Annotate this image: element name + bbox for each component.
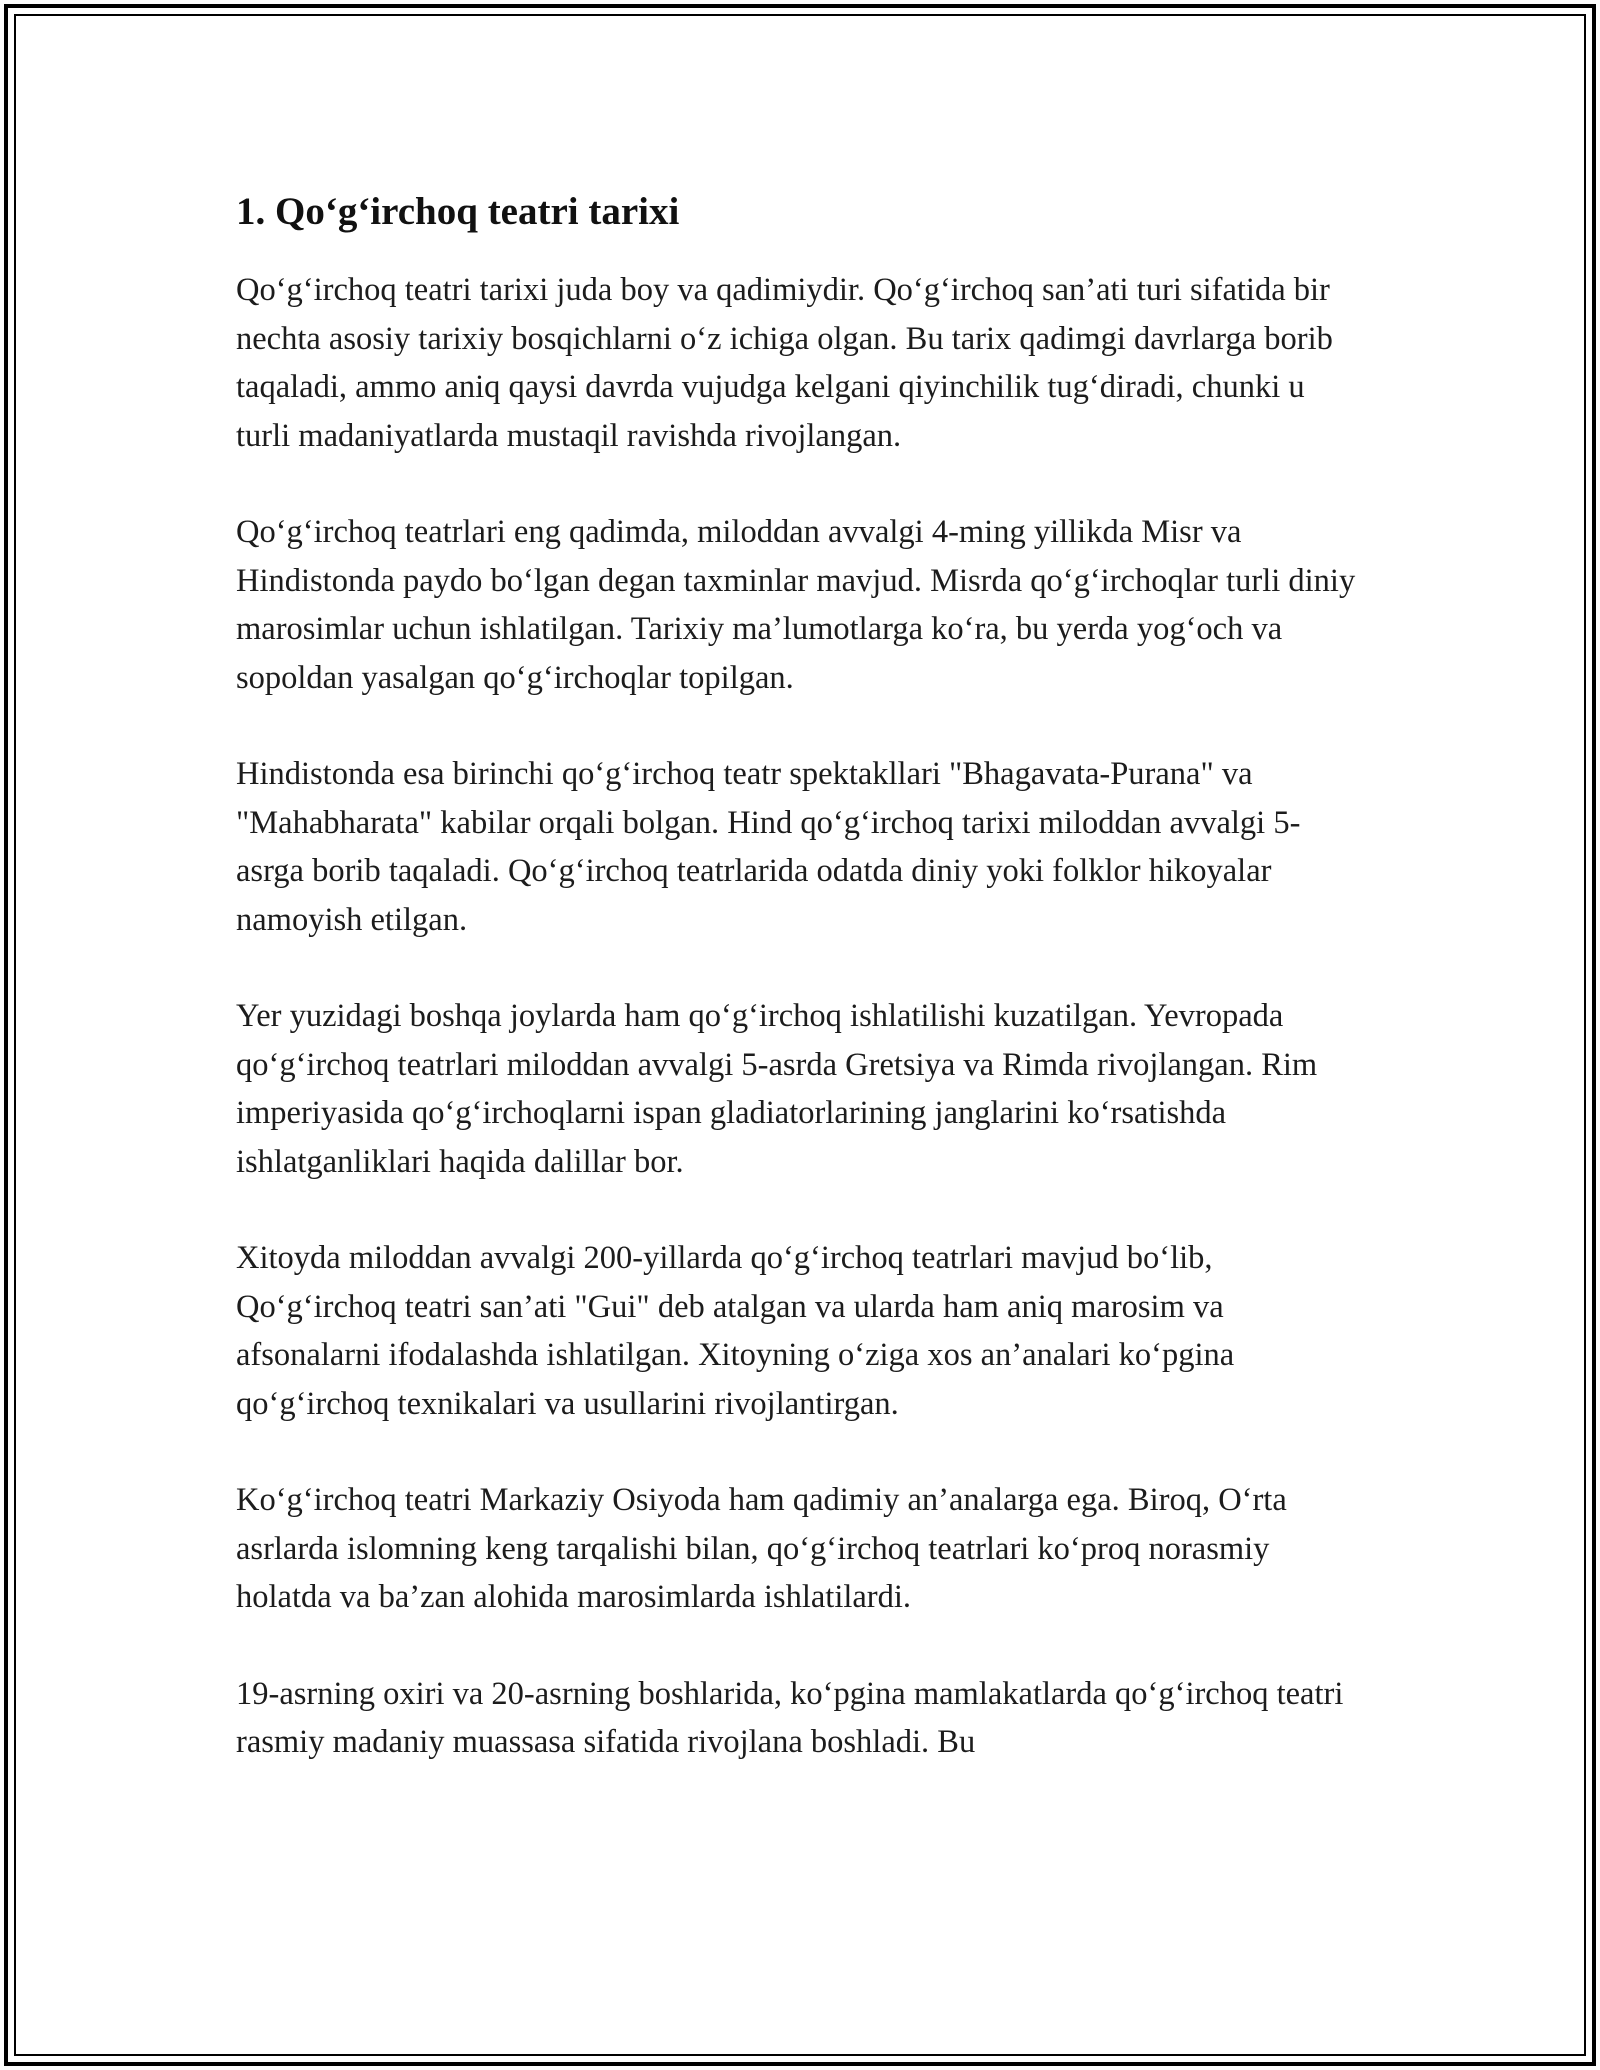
paragraph-history-intro: Qo‘g‘irchoq teatri tarixi juda boy va qadimiydir. Qo‘g‘irchoq san’ati turi sifatida bir nechta asosiy tarixiy bosqichlarni o‘z ichiga olgan. Bu tarix qadimgi davrlarga borib taqaladi, ammo aniq qaysi davrda vujudga kelgani qiyinchilik tug‘diradi, chunki u turli madaniyatlarda mustaqil ravishda rivojlangan. xyxy=(236,272,1333,454)
paragraph-modern-era: 19-asrning oxiri va 20-asrning boshlarida, ko‘pgina mamlakatlarda qo‘g‘irchoq teatri rasmiy madaniy muassasa sifatida rivojlana boshladi. Bu xyxy=(236,1675,1344,1760)
paragraph-egypt-india: Qo‘g‘irchoq teatrlari eng qadimda, miloddan avvalgi 4-ming yillikda Misr va Hindistonda paydo bo‘lgan degan taxminlar mavjud. Misrda qo‘g‘irchoqlar turli diniy marosimlar uchun ishlatilgan. Tarixiy ma’lumotlarga ko‘ra, bu yerda yog‘och va sopoldan yasalgan qo‘g‘irchoqlar topilgan. xyxy=(236,514,1356,696)
paragraph-central-asia: Ko‘g‘irchoq teatri Markaziy Osiyoda ham qadimiy an’analarga ega. Biroq, O‘rta asrlarda islomning keng tarqalishi bilan, qo‘g‘irchoq teatrlari ko‘proq norasmiy holatda va ba’zan alohida marosimlarda ishlatilardi. xyxy=(236,1482,1287,1615)
paragraph-europe: Yer yuzidagi boshqa joylarda ham qo‘g‘irchoq ishlatilishi kuzatilgan. Yevropada qo‘g‘irchoq teatrlari miloddan avvalgi 5-asrda Gretsiya va Rimda rivojlangan. Rim imperiyasida qo‘g‘irchoqlarni ispan gladiatorlarining janglarini ko‘rsatishda ishlatganliklari haqida dalillar bor. xyxy=(236,998,1318,1180)
document-body xyxy=(236,186,1366,1815)
paragraph-india: Hindistonda esa birinchi qo‘g‘irchoq teatr spektakllari "Bhagavata-Purana" va "Mahabharata" kabilar orqali bolgan. Hind qo‘g‘irchoq tarixi miloddan avvalgi 5-asrga borib taqaladi. Qo‘g‘irchoq teatrlarida odatda diniy yoki folklor hikoyalar namoyish etilgan. xyxy=(236,756,1301,938)
paragraph-china: Xitoyda miloddan avvalgi 200-yillarda qo‘g‘irchoq teatrlari mavjud bo‘lib, Qo‘g‘irchoq teatri san’ati "Gui" deb atalgan va ularda ham aniq marosim va afsonalarni ifodalashda ishlatilgan. Xitoyning o‘ziga xos an’analari ko‘pgina qo‘g‘irchoq texnikalari va usullarini rivojlantirgan. xyxy=(236,1240,1235,1422)
section-title: 1. Qo‘g‘irchoq teatri tarixi xyxy=(236,190,680,233)
